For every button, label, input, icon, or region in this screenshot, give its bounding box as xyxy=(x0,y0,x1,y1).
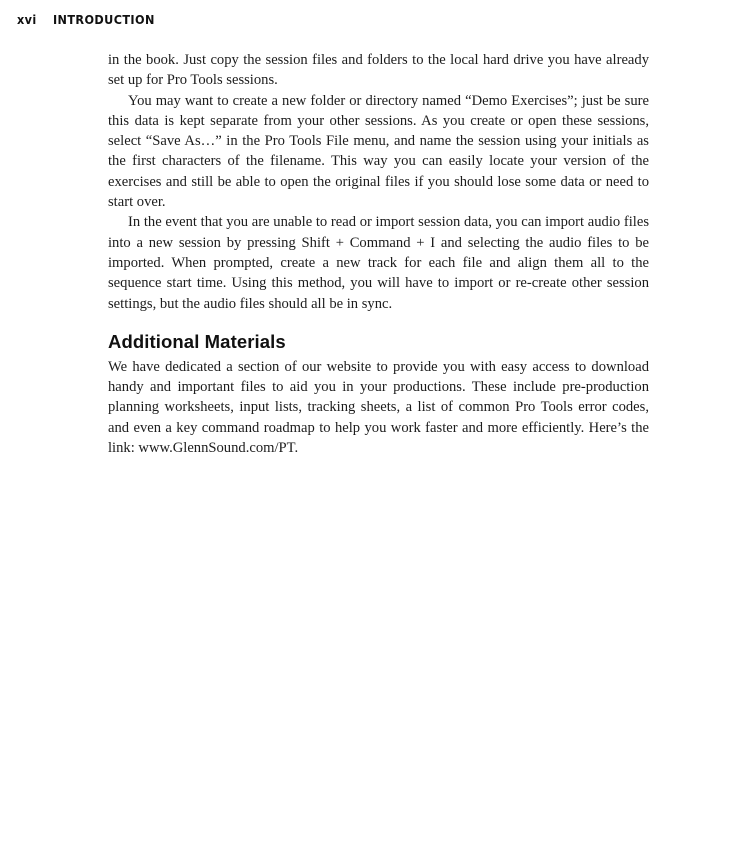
paragraph-demo-exercises: You may want to create a new folder or directory named “Demo Exercises”; just be sure this data is kept separate from your other sessions. As you create or open these sessions, select “Save As…” in the Pro Tools File menu, and name the session using your initials as the first characters of the filename. This way you can easily locate your version of the exercises and still be able to open the original files if you should lose some data or need to start over. xyxy=(108,92,649,211)
running-head-title: INTRODUCTION xyxy=(52,12,155,27)
page-number: xvi xyxy=(17,12,37,27)
paragraph-continuation: in the book. Just copy the session files and folders to the local hard drive you have already set up for Pro Tools sessions. xyxy=(108,52,649,89)
section-heading: Additional Materials xyxy=(108,330,286,352)
paragraph-import-audio: In the event that you are unable to read or import session data, you can import audio files into a new session by pressing Shift + Command + I and selecting the audio files to be imported. When prompted, create a new track for each file and align them all to the sequence start time. Using this method, you will have to import or re-create other session settings, but the audio files should all be in sync. xyxy=(108,214,649,312)
running-head xyxy=(17,12,155,27)
paragraph-additional-materials: We have dedicated a section of our website to provide you with easy access to download handy and important files to aid you in your productions. These include pre-production planning worksheets, input lists, tracking sheets, a list of common Pro Tools error codes, and even a key command roadmap to help you work faster and more efficiently. Here’s the link: www.GlennSound.com/PT. xyxy=(108,358,649,457)
body-text xyxy=(108,50,649,458)
